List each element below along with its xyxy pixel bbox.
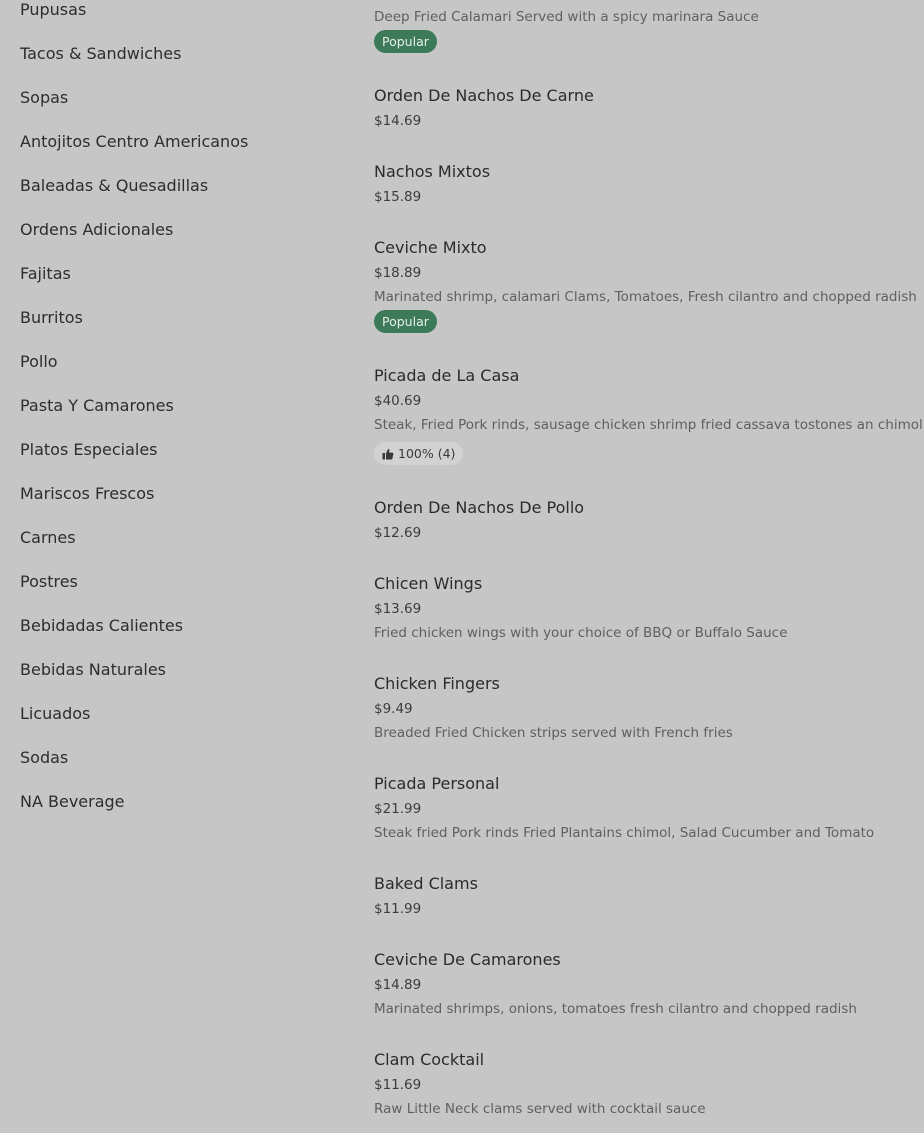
menu-item-price: $40.69 bbox=[374, 393, 422, 409]
sidebar-item-platos-especiales[interactable]: Platos Especiales bbox=[20, 440, 158, 459]
rating-badge bbox=[374, 442, 463, 465]
menu-item-price: $12.69 bbox=[374, 525, 422, 541]
sidebar-item-carnes[interactable]: Carnes bbox=[20, 528, 76, 547]
menu-item-description: Marinated shrimps, onions, tomatoes fresh cilantro and chopped radish bbox=[374, 1001, 857, 1017]
sidebar-item-bebidadas-calientes[interactable]: Bebidadas Calientes bbox=[20, 616, 184, 635]
menu-item-title[interactable]: Ceviche Mixto bbox=[374, 238, 487, 257]
sidebar-item-ordens-adicionales[interactable]: Ordens Adicionales bbox=[20, 220, 174, 239]
menu-item-title[interactable]: Picada Personal bbox=[374, 774, 500, 793]
menu-item-description: Fried chicken wings with your choice of BBQ or Buffalo Sauce bbox=[374, 625, 788, 641]
thumbs-up-icon bbox=[382, 448, 394, 460]
menu-item-price: $14.69 bbox=[374, 113, 422, 129]
menu-item-price: $15.89 bbox=[374, 189, 422, 205]
sidebar-item-bebidas-naturales[interactable]: Bebidas Naturales bbox=[20, 660, 166, 679]
popular-badge: Popular bbox=[374, 310, 437, 333]
menu-item-description: Marinated shrimp, calamari Clams, Tomatoes, Fresh cilantro and chopped radish bbox=[374, 289, 917, 305]
sidebar-item-postres[interactable]: Postres bbox=[20, 572, 78, 591]
sidebar-item-baleadas[interactable]: Baleadas & Quesadillas bbox=[20, 176, 209, 195]
menu-item-title[interactable]: Clam Cocktail bbox=[374, 1050, 485, 1069]
menu-item-title[interactable]: Baked Clams bbox=[374, 874, 478, 893]
menu-item-price: $14.89 bbox=[374, 977, 422, 993]
sidebar-item-pollo[interactable]: Pollo bbox=[20, 352, 58, 371]
menu-item-title[interactable]: Picada de La Casa bbox=[374, 366, 520, 385]
menu-item-description: Raw Little Neck clams served with cocktail sauce bbox=[374, 1101, 706, 1117]
sidebar-item-sodas[interactable]: Sodas bbox=[20, 748, 69, 767]
sidebar-item-na-beverage[interactable]: NA Beverage bbox=[20, 792, 125, 811]
rating-text: 100% (4) bbox=[398, 446, 456, 461]
menu-item-description: Deep Fried Calamari Served with a spicy marinara Sauce bbox=[374, 9, 759, 25]
menu-item-price: $11.69 bbox=[374, 1077, 422, 1093]
menu-item-description: Steak, Fried Pork rinds, sausage chicken shrimp fried cassava tostones an chimol bbox=[374, 417, 923, 433]
sidebar-item-licuados[interactable]: Licuados bbox=[20, 704, 91, 723]
sidebar-item-fajitas[interactable]: Fajitas bbox=[20, 264, 71, 283]
sidebar-item-burritos[interactable]: Burritos bbox=[20, 308, 83, 327]
sidebar-item-pupusas[interactable]: Pupusas bbox=[20, 0, 87, 19]
menu-item-price: $18.89 bbox=[374, 265, 422, 281]
menu-item-title[interactable]: Ceviche De Camarones bbox=[374, 950, 561, 969]
menu-item-title[interactable]: Orden De Nachos De Carne bbox=[374, 86, 594, 105]
menu-item-price: $9.49 bbox=[374, 701, 413, 717]
popular-badge: Popular bbox=[374, 30, 437, 53]
sidebar-item-pasta-y-camarones[interactable]: Pasta Y Camarones bbox=[20, 396, 174, 415]
sidebar-item-mariscos-frescos[interactable]: Mariscos Frescos bbox=[20, 484, 155, 503]
menu-item-description: Breaded Fried Chicken strips served with French fries bbox=[374, 725, 733, 741]
menu-item-description: Steak fried Pork rinds Fried Plantains chimol, Salad Cucumber and Tomato bbox=[374, 825, 875, 841]
sidebar-item-sopas[interactable]: Sopas bbox=[20, 88, 69, 107]
sidebar-item-antojitos[interactable]: Antojitos Centro Americanos bbox=[20, 132, 249, 151]
menu-item-price: $11.99 bbox=[374, 901, 422, 917]
menu-item-title[interactable]: Chicen Wings bbox=[374, 574, 483, 593]
menu-item-price: $13.69 bbox=[374, 601, 422, 617]
menu-item-title[interactable]: Chicken Fingers bbox=[374, 674, 500, 693]
menu-item-title[interactable]: Nachos Mixtos bbox=[374, 162, 491, 181]
menu-item-price: $21.99 bbox=[374, 801, 422, 817]
menu-item-title[interactable]: Orden De Nachos De Pollo bbox=[374, 498, 585, 517]
sidebar-item-tacos-sandwiches[interactable]: Tacos & Sandwiches bbox=[20, 44, 182, 63]
